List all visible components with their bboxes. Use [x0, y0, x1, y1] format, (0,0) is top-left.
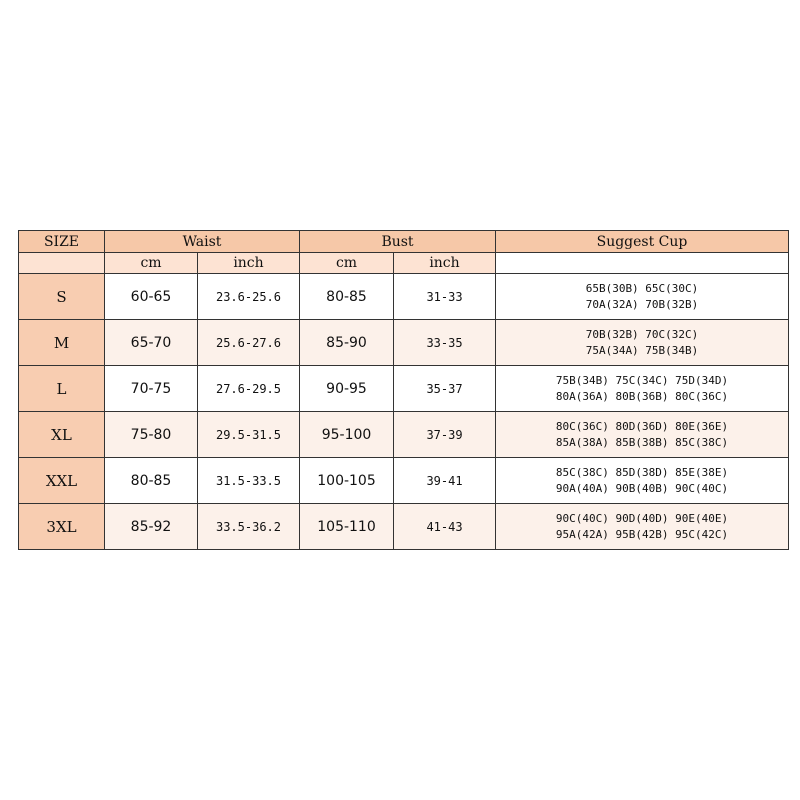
suggest-cup-line: 90C(40C) 90D(40D) 90E(40E) — [555, 511, 729, 525]
table-row — [19, 504, 789, 550]
bust-inch-cell: 37-39 — [394, 412, 496, 458]
size-cell: XXL — [19, 458, 105, 504]
waist-cm-cell: 85-92 — [105, 504, 198, 550]
header-bust-cm: cm — [300, 253, 394, 274]
suggest-cup-line: 70A(32A) 70B(32B) — [585, 297, 699, 311]
bust-inch-cell: 33-35 — [394, 320, 496, 366]
size-chart-body — [19, 274, 789, 550]
suggest-cup-cell — [496, 504, 789, 550]
suggest-cup-line: 80C(36C) 80D(36D) 80E(36E) — [555, 419, 729, 433]
table-row — [19, 412, 789, 458]
waist-inch-cell: 31.5-33.5 — [198, 458, 300, 504]
bust-cm-cell: 90-95 — [300, 366, 394, 412]
table-row — [19, 458, 789, 504]
waist-cm-cell: 80-85 — [105, 458, 198, 504]
table-row — [19, 320, 789, 366]
bust-inch-cell: 41-43 — [394, 504, 496, 550]
waist-inch-cell: 33.5-36.2 — [198, 504, 300, 550]
bust-cm-cell: 100-105 — [300, 458, 394, 504]
waist-cm-cell: 65-70 — [105, 320, 198, 366]
header-row-main — [19, 231, 789, 253]
suggest-cup-line: 75B(34B) 75C(34C) 75D(34D) — [555, 373, 729, 387]
bust-inch-cell: 31-33 — [394, 274, 496, 320]
waist-cm-cell: 70-75 — [105, 366, 198, 412]
bust-cm-cell: 80-85 — [300, 274, 394, 320]
header-row-units — [19, 253, 789, 274]
header-bust: Bust — [300, 231, 496, 253]
suggest-cup-line: 75A(34A) 75B(34B) — [585, 343, 699, 357]
waist-inch-cell: 23.6-25.6 — [198, 274, 300, 320]
waist-cm-cell: 60-65 — [105, 274, 198, 320]
size-cell: S — [19, 274, 105, 320]
suggest-cup-cell — [496, 320, 789, 366]
suggest-cup-line: 95A(42A) 95B(42B) 95C(42C) — [555, 527, 729, 541]
suggest-cup-line: 65B(30B) 65C(30C) — [585, 281, 699, 295]
suggest-cup-cell — [496, 366, 789, 412]
bust-inch-cell: 39-41 — [394, 458, 496, 504]
suggest-cup-line: 85C(38C) 85D(38D) 85E(38E) — [555, 465, 729, 479]
size-cell: M — [19, 320, 105, 366]
header-bust-inch: inch — [394, 253, 496, 274]
header-suggest-cup: Suggest Cup — [496, 231, 789, 253]
size-cell: 3XL — [19, 504, 105, 550]
header-size-blank — [19, 253, 105, 274]
suggest-cup-line: 85A(38A) 85B(38B) 85C(38C) — [555, 435, 729, 449]
size-cell: XL — [19, 412, 105, 458]
header-waist-cm: cm — [105, 253, 198, 274]
suggest-cup-cell — [496, 274, 789, 320]
header-waist-inch: inch — [198, 253, 300, 274]
bust-inch-cell: 35-37 — [394, 366, 496, 412]
header-waist: Waist — [105, 231, 300, 253]
suggest-cup-line: 70B(32B) 70C(32C) — [585, 327, 699, 341]
bust-cm-cell: 105-110 — [300, 504, 394, 550]
bust-cm-cell: 95-100 — [300, 412, 394, 458]
header-size: SIZE — [19, 231, 105, 253]
table-row — [19, 274, 789, 320]
size-cell: L — [19, 366, 105, 412]
size-chart-table — [18, 230, 789, 550]
suggest-cup-cell — [496, 412, 789, 458]
bust-cm-cell: 85-90 — [300, 320, 394, 366]
suggest-cup-cell — [496, 458, 789, 504]
waist-inch-cell: 25.6-27.6 — [198, 320, 300, 366]
waist-cm-cell: 75-80 — [105, 412, 198, 458]
header-cup-blank — [496, 253, 789, 274]
suggest-cup-line: 80A(36A) 80B(36B) 80C(36C) — [555, 389, 729, 403]
table-row — [19, 366, 789, 412]
suggest-cup-line: 90A(40A) 90B(40B) 90C(40C) — [555, 481, 729, 495]
waist-inch-cell: 27.6-29.5 — [198, 366, 300, 412]
waist-inch-cell: 29.5-31.5 — [198, 412, 300, 458]
